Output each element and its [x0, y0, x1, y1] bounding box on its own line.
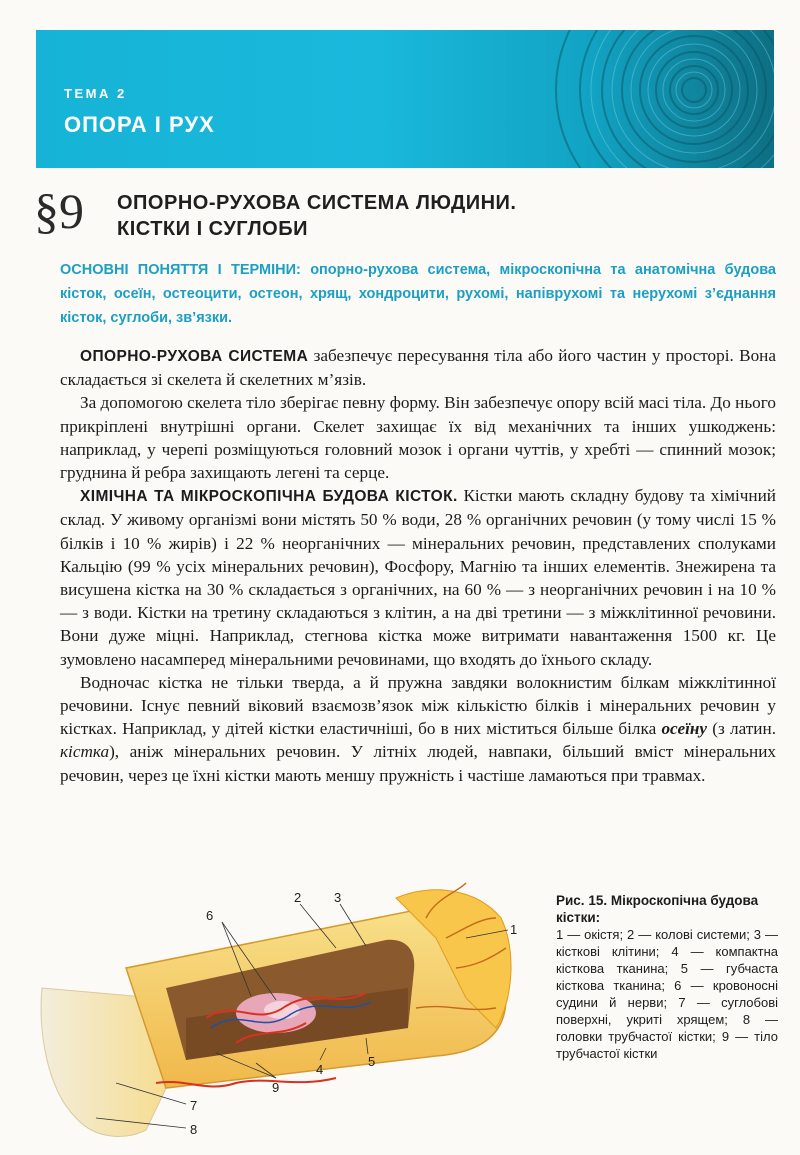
paragraph-4-text-c: ), аніж мінеральних речовин. У літніх людей, навпаки, більший вміст мінеральних речовин, через це їхні кістки мають меншу пружність і частіше ламаються при травмах.: [60, 742, 776, 785]
bone-illustration: [36, 878, 541, 1148]
figure-caption: [556, 892, 778, 1062]
caption-text: 1 — окістя; 2 — колові системи; 3 — кісткові клітини; 4 — компактна кісткова тканина; 5 — губчаста кісткова тканина; 6 — кровоносні судини й нерви; 7 — суглобові поверхні, укриті хрящем; 8 — головки трубчастої кістки; 9 — тіло трубчастої кістки: [556, 927, 778, 1061]
theme-title: ОПОРА І РУХ: [64, 112, 215, 137]
paragraph-1-text: забезпечує пересування тіла або його частин у просторі. Вона складається зі скелета й скелетних м’язів.: [60, 346, 777, 390]
paragraph-number: §9: [34, 183, 84, 239]
figure-label-1: 1: [510, 922, 518, 937]
figure-label-5: 5: [368, 1054, 376, 1069]
paragraph-4-text-b: (з латин.: [707, 719, 776, 739]
figure-label-9: 9: [272, 1080, 280, 1095]
chapter-title-line2: КІСТКИ І СУГЛОБИ: [117, 218, 308, 240]
figure-label-6: 6: [206, 908, 214, 923]
paragraph-3: [60, 484, 776, 671]
figure-label-3: 3: [334, 890, 342, 905]
chapter-title-line1: ОПОРНО-РУХОВА СИСТЕМА ЛЮДИНИ.: [117, 192, 517, 214]
figure-label-8: 8: [190, 1122, 198, 1137]
paragraph-4-text-a: Водночас кістка не тільки тверда, а й пружна завдяки волокнистим білкам міжклітинної речовини. Існує певний віковий взаємозв’язок між кількістю білків і мінеральних речовин у кістках. Наприклад, у дітей кістки еластичніші, бо в них міститься більше білка: [60, 672, 776, 739]
latin-word: кістка: [60, 742, 110, 762]
paragraph-2: За допомогою скелета тіло зберігає певну форму. Він забезпечує опору всій масі тіла. До нього прикріплені внутрішні органи. Скелет захищає їх від механічних та інших ушкоджень: наприклад, у черепі розміщуються головний мозок і органи чуттів, у хребті — спинний мозок; груднина й ребра захищають легені та серце.: [60, 393, 776, 483]
figure-label-2: 2: [294, 890, 302, 905]
paragraph-1: [60, 344, 776, 391]
term-ossein: осеїну: [661, 719, 708, 739]
term-musculoskeletal: ОПОРНО-РУХОВА СИСТЕМА: [80, 348, 309, 365]
chapter-title: [117, 190, 757, 242]
figure-label-4: 4: [316, 1062, 324, 1077]
key-terms: ОСНОВНІ ПОНЯТТЯ І ТЕРМІНИ: опорно-рухова система, мікроскопічна та анатомічна будова кісток, осеїн, остеоцити, остеон, хрящ, хондроцити, рухомі, напіврухомі та нерухомі з’єднання кісток, суглоби, зв’язки.: [60, 262, 776, 326]
bone-figure: [36, 878, 541, 1148]
caption-title: Рис. 15. Мікроскопічна будова кістки:: [556, 893, 759, 925]
theme-banner: [36, 30, 774, 168]
paragraph-3-text: Кістки мають складну будову та хімічний склад. У живому організмі вони містять 50 % води, 28 % органічних речовин (у тому числі 15 % білків і 10 % жирів) і 22 % неорганічних — мінеральних речовин, представлених сполуками Кальцію (99 % усіх мінеральних речовин), Фосфору, Магнію та інших елементів. Знежирена та висушена кістка на 30 % складається з органічних, на 60 % — з неорганічних речовин і на 10 % — з води. Кістки на третину складаються з клітин, а на дві третини — з міжклітинної речовини. Вони дуже міцні. Наприклад, стегнова кістка може витримати навантаження 1500 кг. Це зумовлено насамперед мінеральними речовинами, що входять до їхнього складу.: [60, 486, 776, 669]
banner-ripple-pattern: [444, 30, 774, 168]
term-bone-structure: ХІМІЧНА ТА МІКРОСКОПІЧНА БУДОВА КІСТОК.: [80, 488, 458, 506]
paragraph-4: [60, 671, 776, 787]
theme-label: ТЕМА 2: [64, 86, 127, 101]
body-text: [60, 344, 776, 787]
figure-label-7: 7: [190, 1098, 198, 1113]
